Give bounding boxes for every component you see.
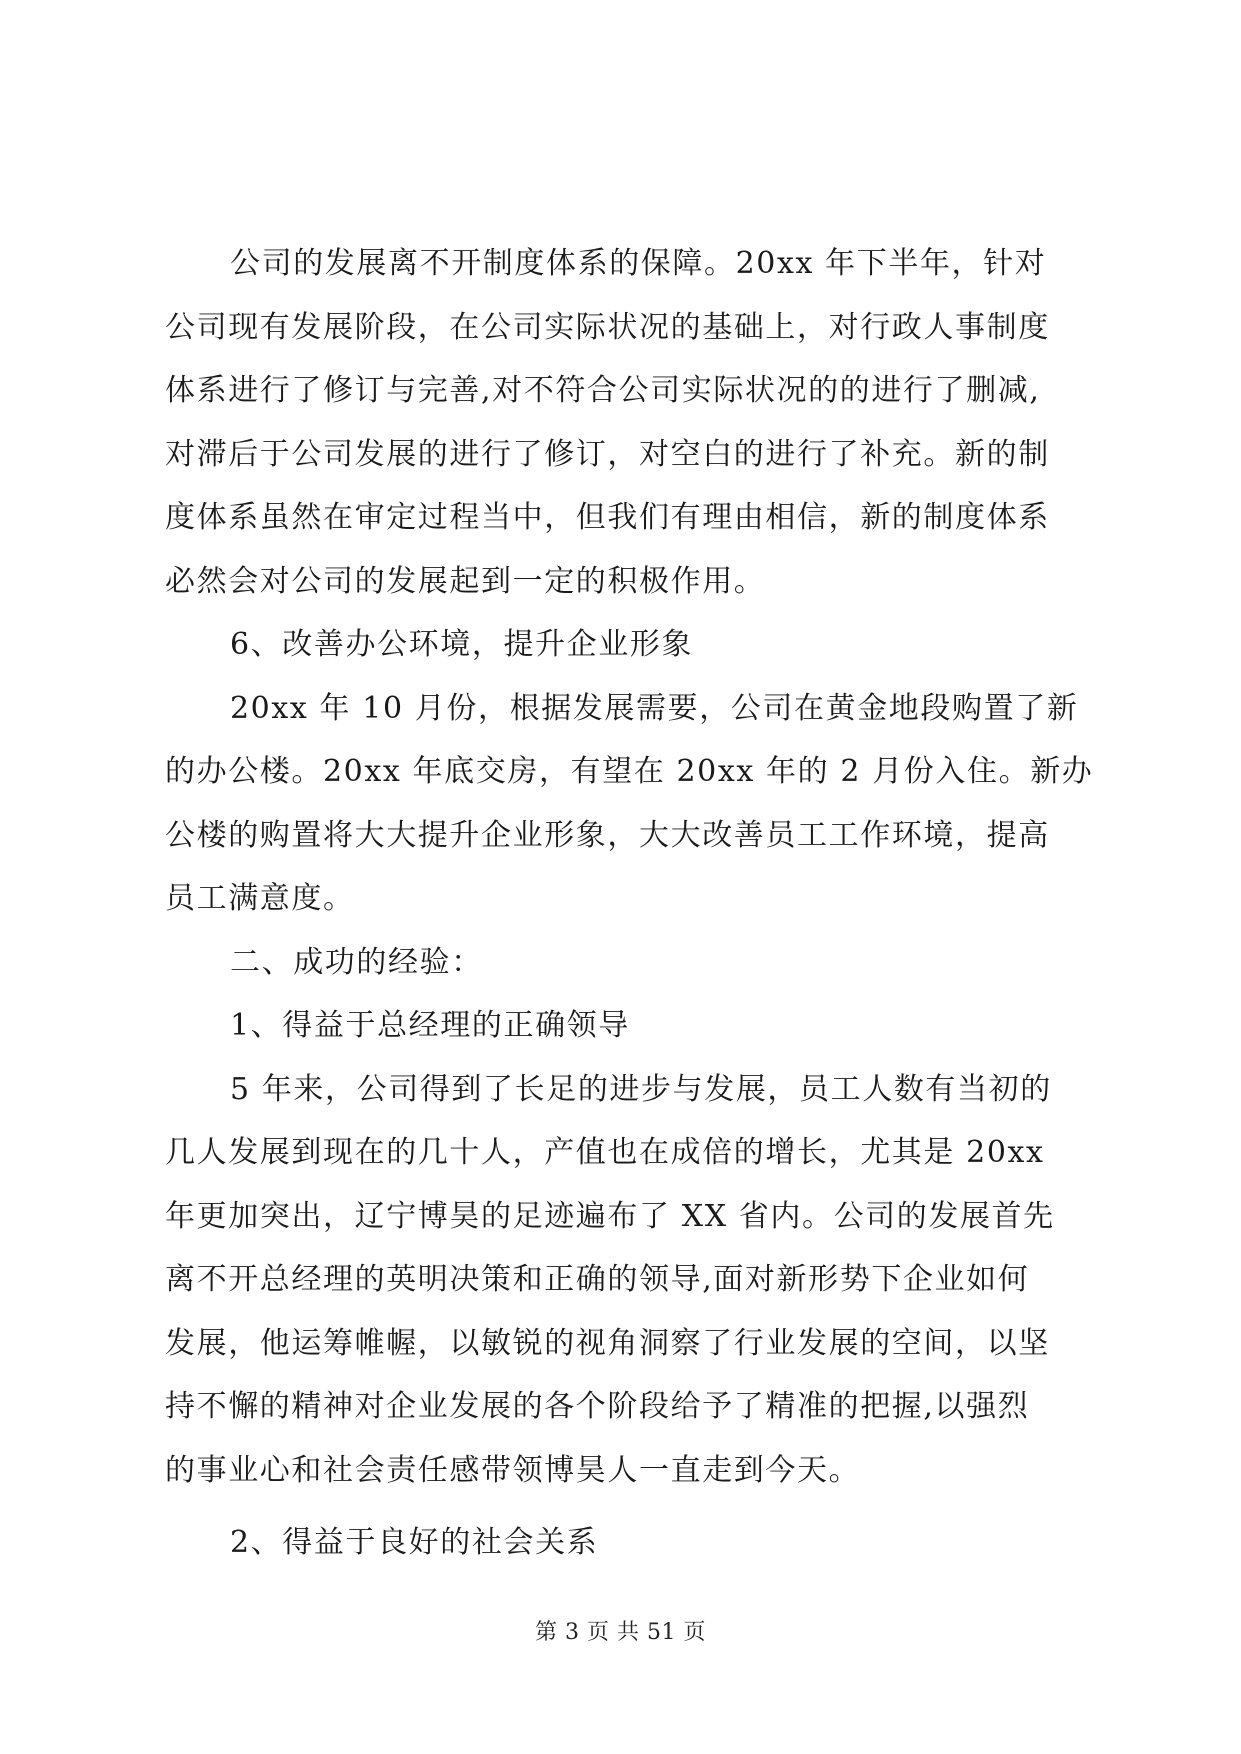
paragraph-line: 年更加突出，辽宁博昊的足迹遍布了 XX 省内。公司的发展首先 — [165, 1198, 1055, 1234]
section-heading: 6、改善办公环境，提升企业形象 — [230, 627, 694, 662]
subsection-heading: 1、得益于总经理的正确领导 — [230, 1008, 630, 1043]
paragraph-line: 发展，他运筹帷幄，以敏锐的视角洞察了行业发展的空间，以坚 — [165, 1325, 1050, 1361]
paragraph-line: 公司现有发展阶段，在公司实际状况的基础上，对行政人事制度 — [165, 309, 1050, 345]
paragraph-line: 度体系虽然在审定过程当中，但我们有理由相信，新的制度体系 — [165, 500, 1050, 535]
page-number-footer: 第 3 页 共 51 页 — [535, 1620, 706, 1645]
paragraph-line: 必然会对公司的发展起到一定的积极作用。 — [165, 563, 766, 599]
section-heading: 二、成功的经验： — [230, 944, 483, 980]
paragraph-line: 5 年来，公司得到了长足的进步与发展，员工人数有当初的 — [230, 1071, 1052, 1107]
paragraph-line: 公司的发展离不开制度体系的保障。20xx 年下半年，针对 — [230, 246, 1047, 281]
paragraph-line: 的办公楼。20xx 年底交房，有望在 20xx 年的 2 月份入住。新办 — [165, 754, 1094, 789]
paragraph-line: 对滞后于公司发展的进行了修订，对空白的进行了补充。新的制 — [165, 436, 1050, 472]
paragraph-line: 离不开总经理的英明决策和正确的领导,面对新形势下企业如何 — [165, 1262, 1030, 1297]
paragraph-line: 的事业心和社会责任感带领博昊人一直走到今天。 — [165, 1452, 861, 1488]
paragraph-line: 体系进行了修订与完善,对不符合公司实际状况的的进行了删减, — [165, 373, 1041, 408]
paragraph-line: 员工满意度。 — [165, 881, 355, 916]
document-body — [165, 232, 1094, 1575]
paragraph-line: 20xx 年 10 月份，根据发展需要，公司在黄金地段购置了新 — [230, 690, 1079, 726]
subsection-heading: 2、得益于良好的社会关系 — [230, 1525, 599, 1560]
paragraph-line: 持不懈的精神对企业发展的各个阶段给予了精准的把握,以强烈 — [165, 1389, 1030, 1424]
paragraph-line: 几人发展到现在的几十人，产值也在成倍的增长，尤其是 20xx — [165, 1135, 1045, 1170]
paragraph-line: 公楼的购置将大大提升企业形象，大大改善员工工作环境，提高 — [165, 817, 1050, 853]
